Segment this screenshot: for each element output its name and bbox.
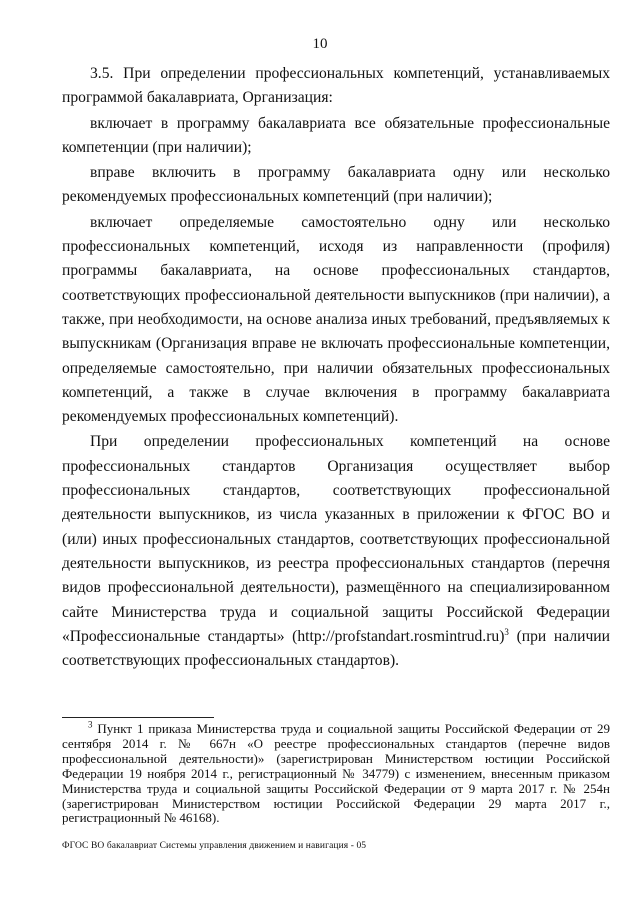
running-footer: ФГОС ВО бакалавриат Системы управления движением и навигация - 05: [62, 841, 367, 851]
paragraph-text: При определении профессиональных компетенций на основе профессиональных стандартов Организация осуществляет выбор профессиональных стандартов, соответствующих профессиональной деятельности выпускников, из числа указанных в приложении к ФГОС ВО и (или) иных профессиональных стандартов, соответствующих профессиональной деятельности выпускников, из реестра профессиональных стандартов (перечня видов профессиональной деятельности), размещённого на специализированном сайте Министерства труда и социальной защиты Российской Федерации «Профессиональные стандарты» (http://profstandart.rosmintrud.ru): [62, 433, 610, 645]
body-text: [62, 62, 610, 673]
paragraph-text-end: (при наличии соответствующих профессиональных стандартов).: [62, 627, 610, 670]
footnote-reference[interactable]: 3: [504, 626, 509, 637]
paragraph-recommended-competencies: вправе включить в программу бакалавриата одну или несколько рекомендуемых профессиональных компетенций (при наличии);: [62, 164, 610, 206]
paragraph-mandatory-competencies: включает в программу бакалавриата все обязательные профессиональные компетенции (при наличии);: [62, 114, 610, 156]
footnote-separator: [62, 717, 214, 718]
paragraph-self-defined-competencies: включает определяемые самостоятельно одну или несколько профессиональных компетенций, исходя из направленности (профиля) программы бакалавриата, на основе профессиональных стандартов, соответствующих профессиональной деятельности выпускников (при наличии), а также, при необходимости, на основе анализа иных требований, предъявляемых к выпускникам (Организация вправе не включать профессиональные компетенции, определяемые самостоятельно, при наличии обязательных профессиональных компетенций, а также в случае включения в программу бакалавриата рекомендуемых профессиональных компетенций).: [62, 213, 610, 426]
page-number: 10: [312, 36, 328, 52]
footnote-text: Пункт 1 приказа Министерства труда и социальной защиты Российской Федерации от 29 сентября 2014 г. № 667н «О реестре профессиональных стандартов (перечне видов профессиональной деятельности)» (зарегистрирован Министерством юстиции Российской Федерации 19 ноября 2014 г., регистрационный № 34779) с изменением, внесенным приказом Министерства труда и социальной защиты Российской Федерации от 9 марта 2017 г. № 254н (зарегистрирован Министерством юстиции Российской Федерации 29 марта 2017 г., регистрационный № 46168).: [62, 721, 610, 826]
paragraph-intro: 3.5. При определении профессиональных компетенций, устанавливаемых программой бакалавриата, Организация:: [62, 65, 610, 107]
footnote: [62, 719, 610, 826]
footnote-marker: 3: [88, 719, 93, 730]
paragraph-professional-standards: [62, 430, 610, 673]
